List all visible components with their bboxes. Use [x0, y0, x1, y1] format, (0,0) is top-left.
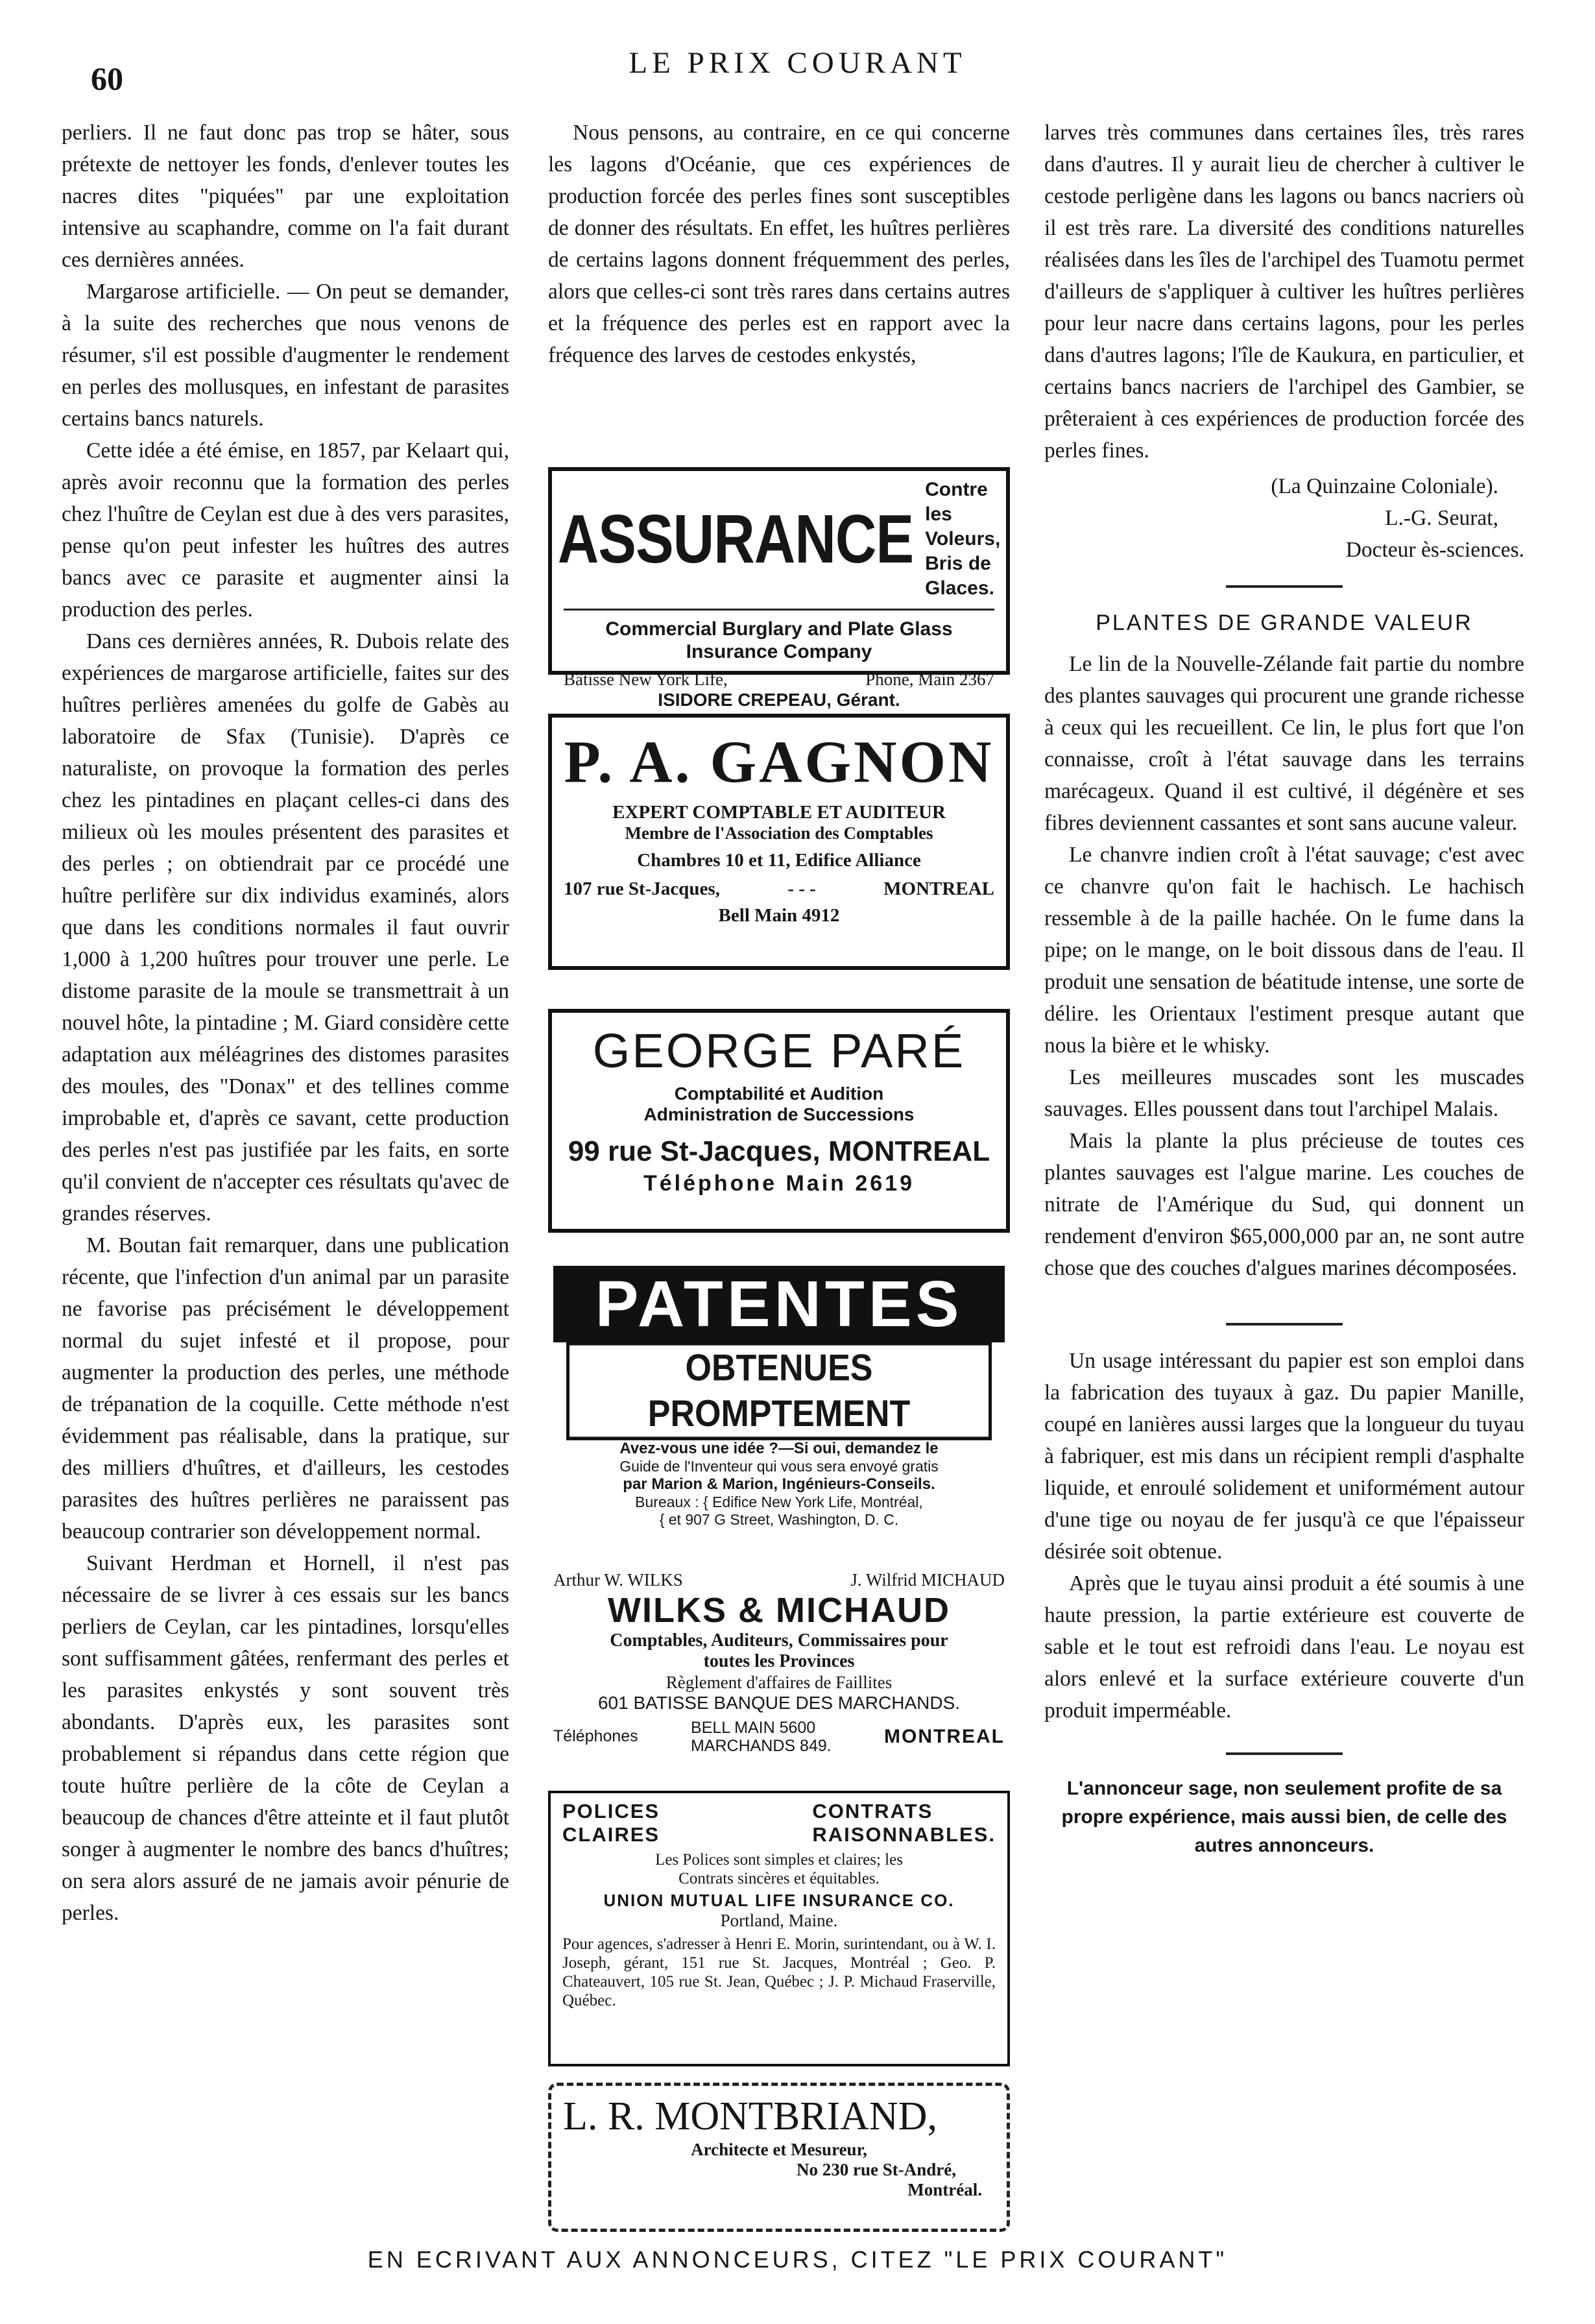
- ad-patentes: [548, 1262, 1010, 1528]
- section-divider: [1226, 1323, 1343, 1325]
- paragraph: Un usage intéressant du papier est son emploi dans la fabrication des tuyaux à gaz. Du papier Manille, coupé en lanières aussi larges que la longueur du tuyau à fabriquer, est mis dans un récipient rempli d'asphalte liquide, et enroulé solidement et uniformément autour d'une tige ou noyau de fer jusqu'à ce que l'épaisseur désirée soit obtenue.: [1044, 1349, 1524, 1564]
- ad-wilks-partner2: J. Wilfrid MICHAUD: [850, 1570, 1005, 1590]
- ad-assurance-phone: Phone, Main 2367: [865, 670, 994, 689]
- paragraph: Le lin de la Nouvelle-Zélande fait partie du nombre des plantes sauvages qui procurent une grande richesse à ceux qui les recueillent. Ce lin, le plus fort que l'on connaisse, croît à l'état sauvage dans les terrains marécageux. Quand il est cultivé, il dégénère et ses fibres deviennent cassantes et sont sans aucune valeur.: [1044, 652, 1524, 835]
- ad-montbriand-l2: No 230 rue St-André,: [797, 2160, 956, 2180]
- ad-wilks-tel1: BELL MAIN 5600: [690, 1718, 816, 1737]
- ad-wilks-l4: 601 BATISSE BANQUE DES MARCHANDS.: [597, 1692, 961, 1713]
- ad-union-h4: RAISONNABLES.: [812, 1822, 996, 1846]
- running-title: LE PRIX COURANT: [629, 46, 966, 80]
- ad-gagnon-line2: Membre de l'Association des Comptables: [625, 823, 933, 843]
- ad-wilks-l2: toutes les Provinces: [703, 1651, 855, 1672]
- ad-union-company: UNION MUTUAL LIFE INSURANCE CO.: [603, 1890, 955, 1910]
- ad-pare-line2: Administration de Successions: [643, 1104, 915, 1125]
- ad-gagnon-address: 107 rue St-Jacques,: [564, 878, 720, 899]
- paragraph: Après que le tuyau ainsi produit a été soumis à une haute pression, la partie extérieure est couverte de sable et le tout est refroidi dans l'eau. Le noyau est alors enlevé et la surface extérieure couverte d'un produit imperméable.: [1044, 1571, 1524, 1723]
- section-title: PLANTES DE GRANDE VALEUR: [1096, 611, 1473, 635]
- ad-patentes-l3: par Marion & Marion, Ingénieurs-Conseils.: [623, 1475, 935, 1493]
- ad-assurance-title: ASSURANCE: [557, 500, 914, 578]
- section-divider: [1226, 585, 1343, 588]
- paragraph: M. Boutan fait remarquer, dans une publication récente, que l'infection d'un animal par un parasite ne favorise pas précisément le développement normal du sujet infesté et il propose, pour augmenter la production des perles, une méthode de trépanation de la coquille. Cette méthode n'est évidemment pas réalisable, dans la pratique, sur des milliers d'huîtres, et d'ailleurs, les cestodes parasites des huîtres perlières ne paraissent pas beaucoup contrarier son développement normal.: [62, 1233, 509, 1543]
- ad-montbriand: [548, 2083, 1010, 2232]
- ad-union-body: Pour agences, s'adresser à Henri E. Morin, surintendant, ou à W. I. Joseph, gérant, 151 rue St. Jacques, Montréal ; Geo. P. Chateauvert, 105 rue St. Jean, Québec ; J. P. Michaud Fraserville, Québec.: [562, 1935, 996, 2009]
- ad-assurance-building: Bâtisse New York Life,: [564, 670, 728, 689]
- ad-gagnon-line1: EXPERT COMPTABLE ET AUDITEUR: [612, 801, 946, 823]
- ad-assurance-manager: ISIDORE CREPEAU, Gérant.: [658, 690, 900, 710]
- paragraph: Le chanvre indien croît à l'état sauvage; c'est avec ce chanvre qu'on fait le hachisch. Le hachisch ressemble à de la paille hachée. On le fume dans la pipe; on le mange, on le boit dissous dans de l'eau. Il produit une sensation de béatitude intense, une sorte de délire. les Orientaux l'estiment presque autant que nous la bière et le whisky.: [1044, 843, 1524, 1058]
- paragraph: Margarose artificielle. — On peut se demander, à la suite des recherches que nous venons de résumer, s'il est possible d'augmenter le rendement en perles des mollusques, en infestant de parasites certains bancs naturels.: [62, 280, 509, 431]
- ad-assurance-company2: Insurance Company: [686, 640, 872, 662]
- ad-patentes-l5: { et 907 G Street, Washington, D. C.: [659, 1511, 899, 1528]
- paragraph: Mais la plante la plus précieuse de toutes ces plantes sauvages est l'algue marine. Les couches de nitrate de l'Amérique du Sud, qui donnent un rendement d'environ $65,000,000 par an, ne sont autre chose que des couches d'algues marines décomposées.: [1044, 1129, 1524, 1280]
- ad-montbriand-l3: Montréal.: [907, 2180, 982, 2200]
- ad-wilks-l3: Règlement d'affaires de Faillites: [666, 1672, 893, 1692]
- ad-union-h3: CLAIRES: [562, 1822, 660, 1846]
- ad-gagnon-city: MONTREAL: [883, 878, 994, 899]
- ad-patentes-subtitle: OBTENUES PROMPTEMENT: [566, 1342, 992, 1440]
- ad-patentes-l4: Bureaux : { Edifice New York Life, Montréal,: [635, 1494, 923, 1510]
- ad-patentes-l1: Avez-vous une idée ?—Si oui, demandez le: [619, 1440, 939, 1457]
- ad-patentes-l2: Guide de l'Inventeur qui vous sera envoyé gratis: [619, 1458, 939, 1475]
- ad-wilks-name: WILKS & MICHAUD: [608, 1591, 950, 1630]
- ad-patentes-title: PATENTES: [553, 1266, 1005, 1342]
- column-middle: [548, 117, 1010, 371]
- column-right: [1044, 117, 1524, 1860]
- ad-wilks-tel-label: Téléphones: [553, 1727, 638, 1746]
- ad-union-l2: Contrats sincères et équitables.: [678, 1870, 880, 1888]
- ad-union-l1: Les Polices sont simples et claires; les: [655, 1851, 903, 1869]
- paragraph: Les meilleures muscades sont les muscades sauvages. Elles poussent dans tout l'archipel Malais.: [1044, 1065, 1524, 1121]
- paragraph: perliers. Il ne faut donc pas trop se hâter, sous prétexte de nettoyer les fonds, d'enlever toutes les nacres dites "piquées" par une exploitation intensive au scaphandre, comme on l'a fait durant ces dernières années.: [62, 121, 509, 272]
- page-footer: EN ECRIVANT AUX ANNONCEURS, CITEZ "LE PRIX COURANT": [367, 2246, 1228, 2273]
- ad-pare-name: GEORGE PARÉ: [592, 1024, 966, 1078]
- ad-assurance: [548, 467, 1010, 710]
- attribution-author: L.-G. Seurat,: [1385, 506, 1498, 530]
- ad-pare: [548, 1009, 1010, 1233]
- ad-pare-address: 99 rue St-Jacques, MONTREAL: [568, 1135, 990, 1168]
- ad-assurance-side1: Contre les Voleurs,: [925, 479, 1001, 550]
- ad-assurance-company: Commercial Burglary and Plate Glass: [605, 618, 953, 640]
- ad-gagnon-phone: Bell Main 4912: [718, 904, 840, 926]
- ad-union-city: Portland, Maine.: [720, 1910, 838, 1930]
- ad-montbriand-name: L. R. MONTBRIAND,: [563, 2094, 937, 2138]
- section-divider: [1226, 1752, 1343, 1755]
- paragraph: Dans ces dernières années, R. Dubois relate des expériences de margarose artificielle, faites sur des huîtres perlières amenées du golfe de Gabès au laboratoire de Sfax (Tunisie). D'après ce naturaliste, on provoque la formation des perles chez les pintadines en plaçant celles-ci dans des milieux où les moules présentent des parasites et des perles ; on obtiendrait par ce procédé une huître perlifère sur dix individus examinés, alors que dans les conditions normales il faut ouvrir 1,000 à 1,200 huîtres pour trouver une perle. Le distome parasite de la moule se transmettrait à un nouvel hôte, la pintadine ; M. Giard considère cette adaptation aux méléagrines des distomes parasites des moules, des "Donax" et des tellines comme improbable et, d'après ce savant, cette production des perles n'est pas justifiée par les faits, en sorte qu'il convient de n'accepter ces résultats qu'avec de grandes réserves.: [62, 629, 509, 1226]
- ad-pare-line1: Comptabilité et Audition: [674, 1083, 884, 1104]
- ad-assurance-side2: Bris de Glaces.: [925, 553, 994, 599]
- ad-wilks: [548, 1570, 1010, 1765]
- ad-gagnon-name: P. A. GAGNON: [564, 729, 994, 795]
- column-left: [62, 117, 509, 1929]
- ad-wilks-city: MONTREAL: [884, 1725, 1005, 1747]
- ad-union-h1: POLICES: [562, 1800, 660, 1822]
- ad-union-h2: CONTRATS: [812, 1800, 933, 1822]
- attribution-title: Docteur ès-sciences.: [1345, 538, 1524, 562]
- ad-pare-phone: Téléphone Main 2619: [643, 1171, 915, 1196]
- paragraph: Suivant Herdman et Hornell, il n'est pas nécessaire de se livrer à ces essais sur les bancs perliers de Ceylan, car les pintadines, lorsqu'elles sont suffisamment gâtées, renfermant des perles et les parasites enkystés y sont souvent très abondants. D'après eux, les parasites sont probablement si répandus dans cette région que toute huître perlière de la côte de Ceylan a beaucoup de chances d'être atteinte et il faut plutôt songer à augmenter le nombre des bancs d'huîtres; on sera alors assuré de ne jamais avoir pénurie de perles.: [62, 1551, 509, 1925]
- paragraph: larves très communes dans certaines îles, très rares dans d'autres. Il y aurait lieu de chercher à cultiver le cestode perligène dans les lagons ou bancs nacriers où il est très rare. La diversité des conditions naturelles réalisées dans les îles de l'archipel des Tuamotu permet d'ailleurs de s'appliquer à cultiver les huîtres perlières pour leur nacre dans certains lagons, pour les perles dans d'autres lagons; l'île de Kaukura, en particulier, et certains bancs nacriers de l'archipel des Gambier, se prêteraient à ces expériences de production forcée des perles fines.: [1044, 121, 1524, 463]
- ad-wilks-partner1: Arthur W. WILKS: [553, 1570, 683, 1590]
- attribution-source: (La Quinzaine Coloniale).: [1271, 474, 1498, 498]
- paragraph: Cette idée a été émise, en 1857, par Kelaart qui, après avoir reconnu que la formation des perles chez l'huître de Ceylan est due à des vers parasites, pense qu'on peut infester les huîtres des autres bancs avec ce parasite et augmenter ainsi la production des perles.: [62, 439, 509, 622]
- ad-gagnon-line3: Chambres 10 et 11, Edifice Alliance: [637, 850, 921, 871]
- page-number: 60: [91, 60, 123, 97]
- paragraph: Nous pensons, au contraire, en ce qui concerne les lagons d'Océanie, que ces expériences de production forcée des perles fines sont susceptibles de donner des résultats. En effet, les huîtres perlières de certains lagons donnent fréquemment des perles, alors que celles-ci sont très rares dans certains autres et la fréquence des perles est en rapport avec la fréquence des larves de cestodes enkystés,: [548, 121, 1010, 367]
- ad-wilks-tel2: MARCHANDS 849.: [690, 1736, 832, 1755]
- ad-union-mutual: [548, 1791, 1010, 2066]
- ad-montbriand-l1: Architecte et Mesureur,: [691, 2140, 867, 2160]
- ad-gagnon: P. A. GAGNON EXPERT COMPTABLE ET AUDITEUR Membre de l'Association des Comptables Chambres 10 et 11, Edifice Alliance 107 rue St-Jacques, - - - MONTREAL Bell Main 4912: [548, 714, 1010, 970]
- advertiser-advice: L'annonceur sage, non seulement profite de sa propre expérience, mais aussi bien, de celle des autres annonceurs.: [1061, 1778, 1507, 1856]
- ad-wilks-l1: Comptables, Auditeurs, Commissaires pour: [610, 1630, 948, 1651]
